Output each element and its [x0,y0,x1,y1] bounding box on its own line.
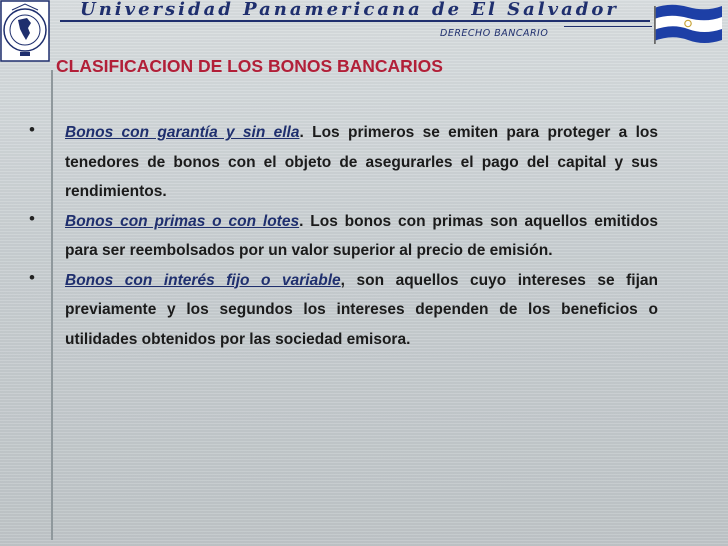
list-item [25,266,658,355]
bullet-dot-icon: • [29,208,35,228]
bond-type-term: Bonos con garantía y sin ella [65,124,300,141]
list-item-text [65,266,658,355]
term-separator: , [340,271,345,289]
bullet-list [25,118,658,354]
university-seal-icon [0,0,50,62]
header-rule-secondary [564,26,652,27]
term-separator: . [299,124,304,141]
university-name: Universidad Panamericana de El Salvador [80,0,619,20]
slide-title: CLASIFICACION DE LOS BONOS BANCARIOS [56,56,443,76]
course-subject: DERECHO BANCARIO [440,28,549,39]
bond-type-description: Los primeros se emiten para proteger a los tenedores de bonos con el objeto de asegurarles el pago del capital y sus rendimientos. [65,124,658,200]
el-salvador-flag-icon [652,2,724,44]
list-item-text [65,118,658,207]
bullet-dot-icon: • [29,267,35,287]
bullet-dot-icon: • [29,120,35,139]
bond-type-term: Bonos con interés fijo o variable [65,271,341,289]
list-item [25,118,658,207]
list-item-text [65,207,658,266]
bond-type-description: son aquellos cuyo intereses se fijan previamente y los segundos los intereses dependen de los beneficios o utilidades obtenidos por las sociedad emisora. [65,271,658,348]
bond-type-description: Los bonos con primas son aquellos emitidos para ser reembolsados por un valor superior al precio de emisión. [65,212,658,259]
term-separator: . [299,212,304,230]
list-item [25,207,658,266]
header-rule [60,20,650,22]
bond-type-term: Bonos con primas o con lotes [65,212,300,230]
